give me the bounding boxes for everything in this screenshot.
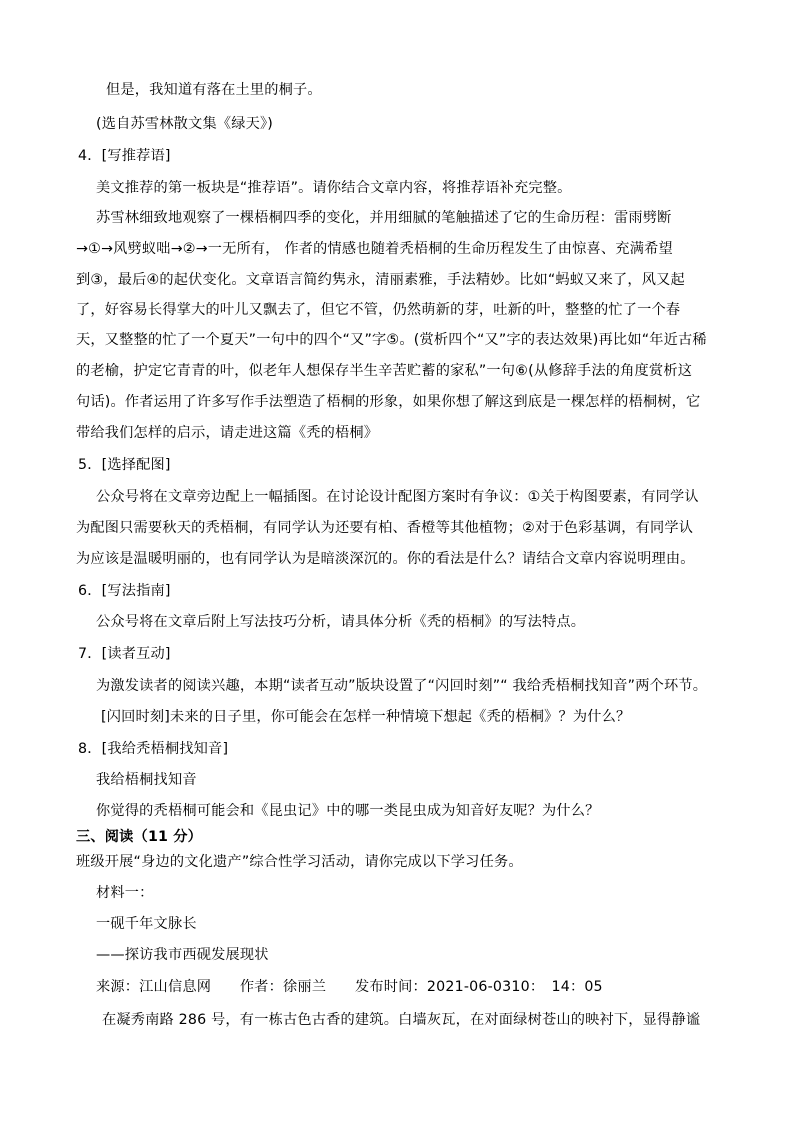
text-line: 到③，最后④的起伏变化。文章语言简约隽永，清丽素雅，手法精妙。比如“蚂蚁又来了，风又起 bbox=[76, 272, 685, 288]
text-line: 天，又整整的忙了一个夏天”一句中的四个“又”字⑤。(赏析四个“又”字的表达效果)再比如“年近古稀 bbox=[76, 332, 707, 348]
text-line: 公众号将在文章旁边配上一幅插图。在讨论设计配图方案时有争议：①关于构图要素，有同学认 bbox=[96, 489, 699, 505]
text-line: 为应该是温暖明丽的，也有同学认为是暗淡深沉的。你的看法是什么？请结合文章内容说明理由。 bbox=[76, 551, 695, 567]
text-line: 但是，我知道有落在土里的桐子。 bbox=[106, 82, 322, 98]
text-line: 美文推荐的第一板块是“推荐语”。请你结合文章内容，将推荐语补充完整。 bbox=[96, 180, 572, 196]
text-line: 为激发读者的阅读兴趣，本期“读者互动”版块设置了“闪回时刻”“ 我给秃梧桐找知音”两个环节。 bbox=[96, 678, 708, 694]
text-line: 带给我们怎样的启示，请走进这篇《秃的梧桐》 bbox=[76, 425, 379, 441]
article-title: 一砚千年文脉长 bbox=[96, 916, 197, 932]
question-heading: 8．[我给秃梧桐找知音] bbox=[78, 741, 229, 757]
article-subtitle: ——探访我市西砚发展现状 bbox=[96, 947, 269, 963]
text-line: 在凝秀南路 286 号，有一栋古色古香的建筑。白墙灰瓦，在对面绿树苍山的映衬下，显得静谧 bbox=[102, 1012, 701, 1028]
text-line: (选自苏雪林散文集《绿天》) bbox=[96, 116, 274, 132]
text-line: 材料一： bbox=[96, 885, 154, 901]
text-line: 班级开展“身边的文化遗产”综合性学习活动，请你完成以下学习任务。 bbox=[76, 854, 523, 870]
question-heading: 5．[选择配图] bbox=[78, 457, 171, 473]
question-heading: 6．[写法指南] bbox=[78, 583, 171, 599]
text-line: 为配图只需要秋天的秃梧桐，有同学认为还要有柏、香橙等其他植物；②对于色彩基调，有同学认 bbox=[76, 520, 694, 536]
text-line: 句话)。作者运用了许多写作手法塑造了梧桐的形象，如果你想了解这到底是一棵怎样的梧桐树，它 bbox=[76, 394, 701, 410]
question-heading: 7．[读者互动] bbox=[78, 646, 171, 662]
text-line: 你觉得的秃梧桐可能会和《昆虫记》中的哪一类昆虫成为知音好友呢？为什么？ bbox=[96, 803, 600, 819]
text-line: 我给梧桐找知音 bbox=[96, 772, 197, 788]
text-line: 公众号将在文章后附上写法技巧分析，请具体分析《秃的梧桐》的写法特点。 bbox=[96, 614, 586, 630]
article-meta: 来源：江山信息网 作者：徐丽兰 发布时间：2021-06-0310： 14：05 bbox=[96, 979, 603, 995]
section-heading: 三、阅读（11 分） bbox=[76, 829, 202, 845]
text-line: [闪回时刻]未来的日子里，你可能会在怎样一种情境下想起《秃的梧桐》？为什么？ bbox=[101, 709, 631, 725]
text-line: 了，好容易长得掌大的叶儿又飘去了，但它不管，仍然萌新的芽，吐新的叶，整整的忙了一个春 bbox=[76, 302, 681, 318]
text-line: 苏雪林细致地观察了一棵梧桐四季的变化，并用细腻的笔触描述了它的生命历程：雷雨劈断 bbox=[96, 210, 672, 226]
question-heading: 4．[写推荐语] bbox=[78, 148, 171, 164]
text-line: →①→风劈蚁咄→②→一无所有， 作者的情感也随着秃梧桐的生命历程发生了由惊喜、充满希望 bbox=[76, 241, 673, 257]
text-line: 的老榆，护定它青青的叶，似老年人想保存半生辛苦贮蓄的家私”一句⑥(从修辞手法的角度赏析这 bbox=[76, 363, 693, 379]
